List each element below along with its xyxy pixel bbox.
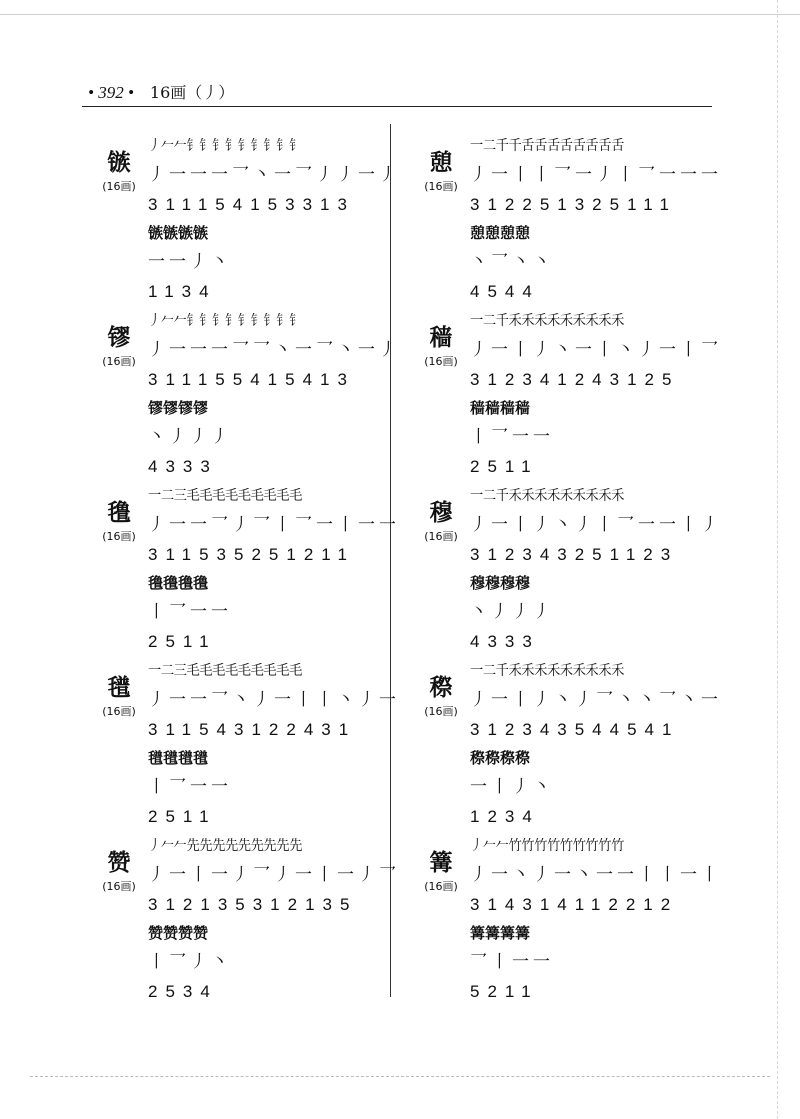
entry-right-4 — [410, 657, 722, 826]
stroke-progression-2: 氆氆氆氆 — [148, 749, 209, 767]
stroke-count: (16画) — [424, 705, 458, 718]
head-character: 穄 — [429, 675, 453, 701]
stroke-progression-2: 赞赞赞赞 — [148, 924, 209, 942]
stroke-codes-2: 5211 — [470, 982, 539, 1001]
head-character: 憩 — [429, 150, 453, 176]
scan-top-edge — [0, 0, 800, 15]
char-label — [88, 323, 150, 369]
stroke-codes-1: 312341243125 — [470, 370, 680, 389]
char-label — [410, 498, 472, 544]
stroke-codes-1: 312251325111 — [470, 195, 677, 214]
stroke-progression-1: 丿𠂉𠂉竹竹竹竹竹竹竹竹竹 — [470, 838, 624, 854]
stroke-codes-1: 311155415413 — [148, 370, 355, 389]
stroke-codes-2: 2534 — [148, 982, 218, 1001]
stroke-codes-1: 312343251123 — [470, 545, 679, 564]
page-header — [88, 80, 234, 104]
stroke-count: (16画) — [424, 355, 458, 368]
stroke-codes-1: 312343544541 — [470, 720, 680, 739]
stroke-shapes-2: 丨乛一一 — [470, 427, 554, 447]
entry-right-5 — [410, 832, 722, 1001]
stroke-count: (16画) — [102, 530, 136, 543]
scan-right-edge — [776, 0, 778, 1119]
stroke-count: (16画) — [424, 880, 458, 893]
stroke-codes-1: 311535251211 — [148, 545, 355, 564]
bottom-rule — [30, 1076, 770, 1077]
stroke-progression-1: 一二三毛毛毛毛毛毛毛毛毛 — [148, 488, 302, 504]
stroke-shapes-2: 一一丿丶 — [148, 252, 232, 272]
stroke-shapes-1: 丿一丨丨乛一丿丨乛一一一 — [470, 165, 722, 185]
head-character: 氆 — [107, 675, 131, 701]
stroke-codes-2: 2511 — [148, 632, 217, 651]
head-character: 篝 — [429, 850, 453, 876]
stroke-progression-2: 氇氇氇氇 — [148, 574, 209, 592]
stroke-shapes-2: 一丨丿丶 — [470, 777, 554, 797]
char-label — [410, 323, 472, 369]
page-number: • 392 • — [88, 83, 134, 102]
stroke-codes-2: 4544 — [470, 282, 540, 301]
stroke-progression-2: 穆穆穆穆 — [470, 574, 531, 592]
char-label — [410, 673, 472, 719]
stroke-progression-1: 一二千禾禾禾禾禾禾禾禾禾 — [470, 663, 624, 679]
stroke-progression-2: 篝篝篝篝 — [470, 924, 531, 942]
entry-right-2 — [410, 307, 722, 476]
head-character: 穑 — [429, 325, 453, 351]
head-character: 氇 — [107, 500, 131, 526]
stroke-shapes-1: 丿一丨一丿乛丿一丨一丿乛 — [148, 865, 400, 885]
stroke-progression-1: 一二千禾禾禾禾禾禾禾禾禾 — [470, 488, 624, 504]
entry-left-3 — [88, 482, 400, 651]
stroke-codes-2: 1134 — [148, 282, 217, 301]
section-title: 16画（丿） — [149, 83, 235, 102]
stroke-shapes-1: 丿一一一乛乛丶一乛丶一丿 — [148, 340, 400, 360]
entry-right-3 — [410, 482, 722, 651]
stroke-codes-2: 4333 — [470, 632, 540, 651]
stroke-progression-1: 丿𠂉𠂉先先先先先先先先先 — [148, 838, 302, 854]
stroke-progression-2: 镠镠镠镠 — [148, 399, 209, 417]
header-rule — [82, 106, 712, 107]
stroke-shapes-2: 丨乛一一 — [148, 602, 232, 622]
stroke-progression-2: 憩憩憩憩 — [470, 224, 531, 242]
head-character: 镞 — [107, 150, 131, 176]
entry-left-2 — [88, 307, 400, 476]
stroke-shapes-1: 丿一一乛丿乛丨乛一丨一一 — [148, 515, 400, 535]
stroke-count: (16画) — [102, 880, 136, 893]
char-label — [88, 148, 150, 194]
stroke-codes-2: 2511 — [470, 457, 539, 476]
stroke-codes-1: 311543122431 — [148, 720, 357, 739]
stroke-count: (16画) — [102, 180, 136, 193]
stroke-codes-2: 2511 — [148, 807, 217, 826]
entry-right-1 — [410, 132, 722, 301]
head-character: 赞 — [107, 850, 131, 876]
char-label — [410, 848, 472, 894]
char-label — [88, 498, 150, 544]
stroke-progression-1: 一二千千舌舌舌舌舌舌舌舌 — [470, 138, 624, 154]
stroke-progression-2: 镞镞镞镞 — [148, 224, 209, 242]
entry-left-1 — [88, 132, 400, 301]
stroke-shapes-2: 丶丿丿丿 — [148, 427, 232, 447]
stroke-shapes-1: 丿一丨丿丶丿丨乛一一丨丿 — [470, 515, 722, 535]
char-label — [410, 148, 472, 194]
stroke-progression-1: 一二千禾禾禾禾禾禾禾禾禾 — [470, 313, 624, 329]
stroke-count: (16画) — [102, 705, 136, 718]
entry-left-4 — [88, 657, 400, 826]
stroke-shapes-1: 丿一丨丿丶丿乛丶丶乛丶一 — [470, 690, 722, 710]
stroke-count: (16画) — [424, 530, 458, 543]
stroke-count: (16画) — [424, 180, 458, 193]
stroke-codes-1: 312135312135 — [148, 895, 358, 914]
stroke-progression-1: 一二三毛毛毛毛毛毛毛毛毛 — [148, 663, 302, 679]
stroke-progression-1: 丿𠂉𠂉钅钅钅钅钅钅钅钅钅 — [148, 138, 302, 154]
char-label — [88, 673, 150, 719]
stroke-codes-1: 311154153313 — [148, 195, 355, 214]
char-label — [88, 848, 150, 894]
stroke-progression-2: 穑穑穑穑 — [470, 399, 531, 417]
head-character: 镠 — [107, 325, 131, 351]
stroke-progression-1: 丿𠂉𠂉钅钅钅钅钅钅钅钅钅 — [148, 313, 302, 329]
stroke-shapes-2: 丶乛丶丶 — [470, 252, 554, 272]
stroke-codes-2: 4333 — [148, 457, 218, 476]
stroke-shapes-2: 乛丨一一 — [470, 952, 554, 972]
stroke-shapes-2: 丨乛丿丶 — [148, 952, 232, 972]
stroke-progression-2: 穄穄穄穄 — [470, 749, 531, 767]
stroke-count: (16画) — [102, 355, 136, 368]
stroke-shapes-2: 丨乛一一 — [148, 777, 232, 797]
head-character: 穆 — [429, 500, 453, 526]
stroke-shapes-1: 丿一丨丿丶一丨丶丿一丨乛 — [470, 340, 722, 360]
stroke-shapes-1: 丿一一乛丶丿一丨丨丶丿一 — [148, 690, 400, 710]
stroke-codes-2: 1234 — [470, 807, 540, 826]
stroke-shapes-1: 丿一丶丿一丶一一丨丨一丨 — [470, 865, 722, 885]
stroke-shapes-2: 丶丿丿丿 — [470, 602, 554, 622]
entry-left-5 — [88, 832, 400, 1001]
stroke-shapes-1: 丿一一一乛丶一乛丿丿一丿 — [148, 165, 400, 185]
stroke-codes-1: 314314112212 — [470, 895, 679, 914]
